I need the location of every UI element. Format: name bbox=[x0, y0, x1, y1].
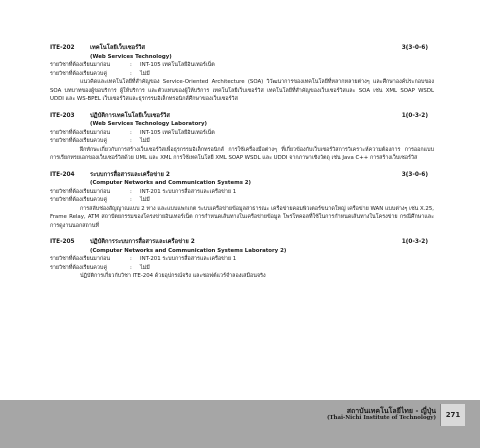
page-number: 271 bbox=[440, 404, 465, 426]
course-credits: 1(0-3-2) bbox=[401, 239, 428, 245]
prerequisite-value: INT-105 เทคโนโลยีอินเทอร์เน็ต bbox=[140, 62, 215, 68]
course-entry bbox=[50, 44, 434, 104]
prerequisite-row bbox=[50, 188, 434, 197]
course-title-en: (Computer Networks and Communication Systems Laboratory 2) bbox=[90, 247, 287, 254]
corequisite-row bbox=[50, 264, 434, 273]
corequisite-value: ไม่มี bbox=[140, 70, 150, 77]
course-description: แนวคิดและเทคโนโลยีที่สำคัญของ Service-Oriented Architecture (SOA) วิวัฒนาการของเทคโนโลยีที่หลากหลายต่างๆ และศึกษาองค์ประกอบของ SOA บทบาทของผู้ขอบริการ ผู้ให้บริการ และตัวแทนของผู้ให้บริการ เทคโนโลยีเว็บเซอร์วิส เทคโนโลยีที่สำคัญของเว็บเซอร์วิสและ SOA เช่น XML SOAP WSDL UDDI และ WS-BPEL เว็บเซอร์วิสและธุรกรรมอิเล็กทรอนิกส์ศึกษาของเว็บเซอร์วิส bbox=[50, 79, 434, 102]
prerequisite-label: รายวิชาที่ต้องเรียนมาก่อน bbox=[50, 256, 111, 262]
course-title-th: ปฏิบัติการเทคโนโลยีเว็บเซอร์วิส bbox=[90, 112, 170, 119]
course-header bbox=[50, 112, 434, 121]
course-entry bbox=[50, 238, 434, 281]
corequisite-value: ไม่มี bbox=[140, 138, 150, 144]
corequisite-row bbox=[50, 196, 434, 205]
prerequisite-label: รายวิชาที่ต้องเรียนมาก่อน bbox=[50, 129, 111, 136]
corequisite-label: รายวิชาที่ต้องเรียนควบคู่ bbox=[50, 197, 107, 203]
course-description: ปฏิบัติการเกี่ยวกับวิชา ITE-204 ด้วยอุปกรณ์จริง และซอฟต์แวร์จำลองเสมือนจริง bbox=[80, 273, 266, 279]
prerequisite-row bbox=[50, 61, 434, 70]
course-code: ITE-202 bbox=[50, 45, 75, 51]
prerequisite-label: รายวิชาที่ต้องเรียนมาก่อน bbox=[50, 62, 111, 68]
colon: : bbox=[130, 70, 132, 77]
course-code: ITE-204 bbox=[50, 171, 75, 178]
prerequisite-label: รายวิชาที่ต้องเรียนมาก่อน bbox=[50, 188, 111, 195]
colon: : bbox=[130, 62, 132, 68]
corequisite-label: รายวิชาที่ต้องเรียนควบคู่ bbox=[50, 264, 107, 271]
course-title-en: (Computer Networks and Communication Systems 2) bbox=[90, 180, 252, 186]
corequisite-row bbox=[50, 70, 434, 79]
course-header bbox=[50, 238, 434, 247]
course-header bbox=[50, 44, 434, 53]
course-entry bbox=[50, 171, 434, 231]
prerequisite-row bbox=[50, 255, 434, 264]
course-credits: 1(0-3-2) bbox=[401, 112, 428, 119]
footer-institute bbox=[327, 406, 436, 422]
colon: : bbox=[130, 264, 132, 271]
course-list bbox=[50, 44, 434, 289]
course-description: ฝึกทักษะเกี่ยวกับการสร้างเว็บเซอร์วิสเพื่อธุรกรรมอิเล็กทรอนิกส์ การใช้เครื่องมือต่างๆ ที่เกี่ยวข้องกับเว็บเซอร์วิสการวิเคราะห์ความต้องการ การออกแบบการเรียกทรยเอกของเว็บเซอร์วิสด้วย UML และ XML การใช้เทคโนโลยี XML SOAP WSDL และ UDDI จากภาษาเชิงวัตถุ เช่น Java C++ การสร้างเว็บเซอร์วิส bbox=[50, 146, 434, 161]
corequisite-label: รายวิชาที่ต้องเรียนควบคู่ bbox=[50, 70, 107, 77]
colon: : bbox=[130, 256, 132, 262]
course-code: ITE-203 bbox=[50, 112, 75, 119]
corequisite-row bbox=[50, 137, 434, 146]
colon: : bbox=[130, 188, 132, 195]
course-title-th: ปฏิบัติการระบบการสื่อสารและเครือข่าย 2 bbox=[90, 239, 195, 245]
colon: : bbox=[130, 197, 132, 203]
colon: : bbox=[130, 129, 132, 136]
course-title-en: (Web Services Technology) bbox=[90, 53, 172, 60]
course-credits: 3(3-0-6) bbox=[401, 171, 428, 178]
corequisite-label: รายวิชาที่ต้องเรียนควบคู่ bbox=[50, 138, 107, 144]
course-title-th: เทคโนโลยีเว็บเซอร์วิส bbox=[90, 45, 146, 51]
prerequisite-value: INT-201 ระบบการสื่อสารและเครือข่าย 1 bbox=[140, 188, 237, 195]
prerequisite-row bbox=[50, 129, 434, 138]
course-entry bbox=[50, 112, 434, 163]
institute-name-th: สถาบันเทคโนโลยีไทย - ญี่ปุ่น bbox=[346, 406, 436, 415]
institute-name-en: (Thai-Nichi Institute of Technology) bbox=[326, 415, 436, 421]
prerequisite-value: INT-105 เทคโนโลยีอินเทอร์เน็ต bbox=[140, 129, 215, 136]
corequisite-value: ไม่มี bbox=[140, 264, 150, 271]
course-title-en: (Web Services Technology Laboratory) bbox=[90, 121, 207, 127]
prerequisite-value: INT-201 ระบบการสื่อสารและเครือข่าย 1 bbox=[140, 256, 237, 262]
corequisite-value: ไม่มี bbox=[140, 197, 150, 203]
course-credits: 3(3-0-6) bbox=[401, 45, 428, 51]
course-code: ITE-205 bbox=[50, 239, 75, 245]
colon: : bbox=[130, 138, 132, 144]
course-title-th: ระบบการสื่อสารและเครือข่าย 2 bbox=[90, 171, 170, 178]
course-description: การสลับช่องสัญญาณแบบ 2 ทาง และแบบแพกเกต ระบบเครือข่ายข้อมูลสาธารณะ เครือข่ายคอมพิวเตอร์ขนาดใหญ่ เครือข่าย WAN แบบต่างๆ เช่น X.25, Frame Relay, ATM สถาปัตยกรรมของโครงข่ายอินเทอร์เน็ต การกำหนดเส้นทางในเครือข่ายข้อมูล โพรโทคอลที่ใช้ในการกำหนดเส้นทางในโครงข่าย กรณีศึกษาและการดูงานนอกสถานที่ bbox=[50, 205, 434, 229]
course-header bbox=[50, 171, 434, 180]
